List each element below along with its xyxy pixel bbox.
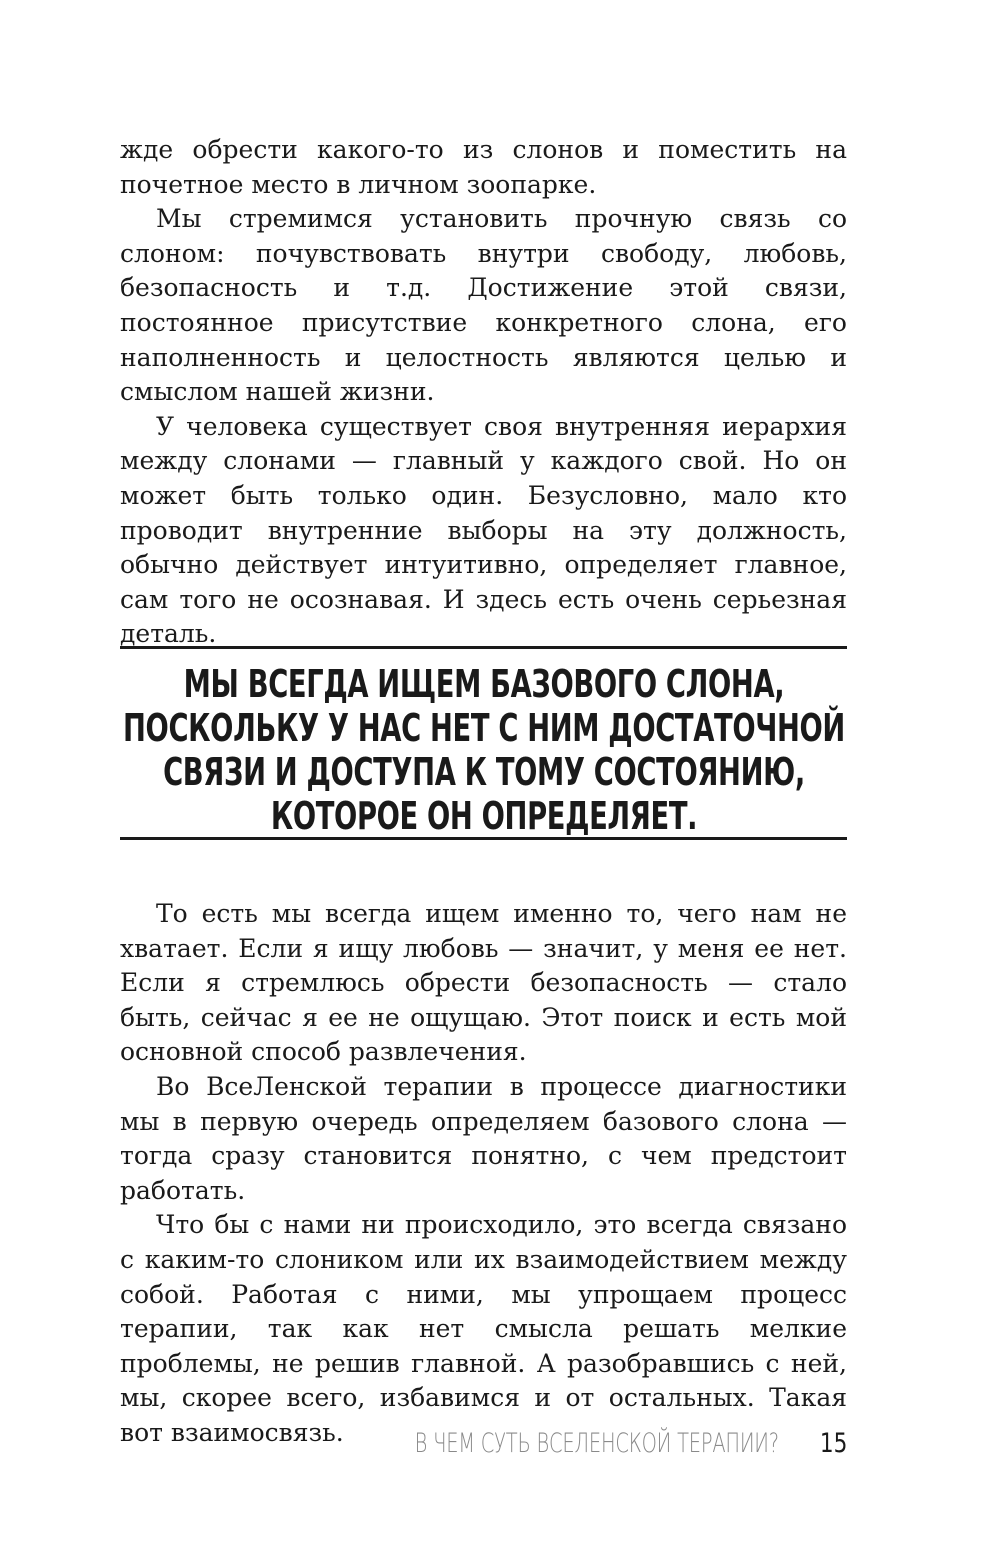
- paragraph-continued: жде обрести какого-то из слонов и поместить на почетное место в личном зоопарке.: [120, 135, 847, 199]
- body-text-top: [120, 133, 847, 652]
- paragraph: То есть мы всегда ищем именно то, чего нам не хватает. Если я ищу любовь — значит, у меня ее нет. Если я стремлюсь обрести безопасность — стало быть, сейчас я ее не ощущаю. Этот поиск и есть мой основной способ развлечения.: [120, 899, 847, 1067]
- pull-quote-text: МЫ ВСЕГДА ИЩЕМ БАЗОВОГО СЛОНА, ПОСКОЛЬКУ У НАС НЕТ С НИМ ДОСТАТОЧНОЙ СВЯЗИ И ДОСТУПА К ТОМУ СОСТОЯНИЮ, КОТОРОЕ ОН ОПРЕДЕЛЯЕТ.: [123, 662, 845, 838]
- paragraph: Мы стремимся установить прочную связь со слоном: почувствовать внутри свободу, любовь, безопасность и т.д. Достижение этой связи, постоянное присутствие конкретного слона, его наполненность и целостность являются целью и смыслом нашей жизни.: [120, 204, 847, 407]
- running-head: В ЧЕМ СУТЬ ВСЕЛЕНСКОЙ ТЕРАПИИ?: [414, 1428, 779, 1459]
- paragraph: У человека существует своя внутренняя иерархия между слонами — главный у каждого свой. Но он может быть только один. Безусловно, мало кто проводит внутренние выборы на эту должность, обычно действует интуитивно, определяет главное, сам того не осознавая. И здесь есть очень серьезная деталь.: [120, 411, 847, 649]
- page-footer: [120, 1426, 847, 1466]
- body-text-bottom: [120, 897, 847, 1451]
- paragraph: Что бы с нами ни происходило, это всегда связано с каким-то слоником или их взаимодействием между собой. Работая с ними, мы упрощаем процесс терапии, так как нет смысла решать мелкие проблемы, не решив главной. А разобравшись с ней, мы, скорее всего, избавимся и от остальных. Такая вот взаимосвязь.: [120, 1210, 847, 1447]
- page-number: 15: [819, 1428, 847, 1459]
- paragraph: Во ВсеЛенской терапии в процессе диагностики мы в первую очередь определяем базового слона — тогда сразу становится понятно, с чем предстоит работать.: [120, 1071, 847, 1205]
- pull-quote: [120, 646, 847, 840]
